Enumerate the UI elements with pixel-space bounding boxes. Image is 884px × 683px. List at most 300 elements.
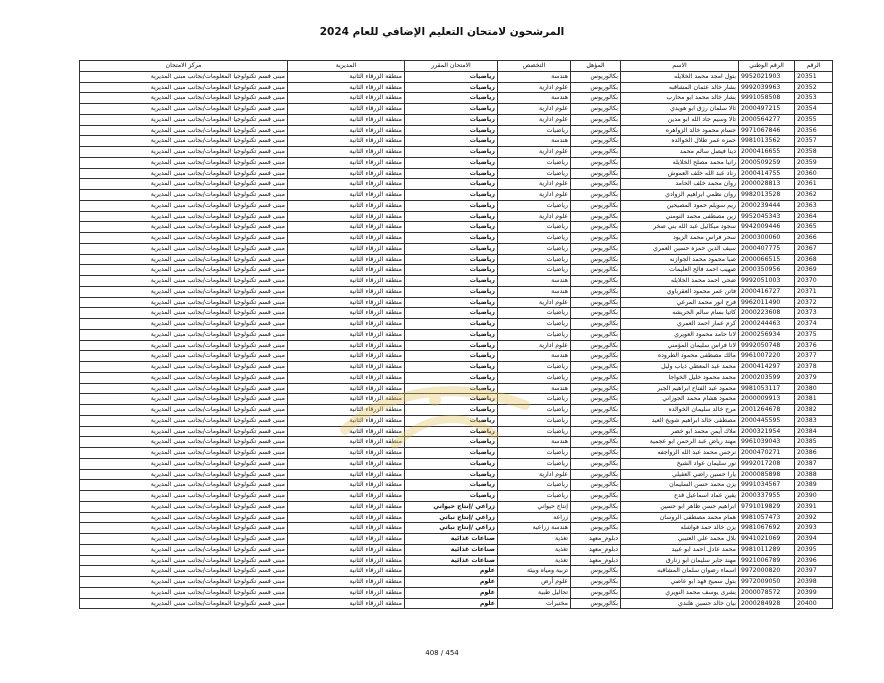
cell-name: سيف الدين حمزه حسين العمري <box>621 243 739 254</box>
cell-specialization: علوم ادارية <box>498 211 571 222</box>
cell-center: مبنى قسم تكنولوجيا المعلومات/بجانب مبنى المديرية <box>80 222 288 233</box>
table-row <box>80 82 833 93</box>
cell-name: بشرى يوسف محمد النويري <box>621 587 739 598</box>
cell-qualification: بكالوريوس <box>571 233 621 244</box>
cell-exam: رياضيات <box>405 437 498 448</box>
cell-name: بشار خالد عثمان المشاقبه <box>621 82 739 93</box>
cell-qualification: بكالوريوس <box>571 71 621 82</box>
cell-center: مبنى قسم تكنولوجيا المعلومات/بجانب مبنى المديرية <box>80 587 288 598</box>
cell-name: بشار خالد محمد ابو محارب <box>621 93 739 104</box>
table-row <box>80 491 833 502</box>
cell-exam: رياضيات <box>405 469 498 480</box>
cell-seat: 20368 <box>795 254 833 265</box>
table-row <box>80 200 833 211</box>
cell-qualification: بكالوريوس <box>571 222 621 233</box>
cell-national-id: 9992039963 <box>739 82 795 93</box>
cell-national-id: 2000085898 <box>739 469 795 480</box>
cell-name: صبا محمود محمد الجوازنه <box>621 254 739 265</box>
table-row <box>80 426 833 437</box>
cell-seat: 20389 <box>795 480 833 491</box>
cell-national-id: 2000414297 <box>739 362 795 373</box>
cell-seat: 20380 <box>795 383 833 394</box>
cell-center: مبنى قسم تكنولوجيا المعلومات/بجانب مبنى المديرية <box>80 190 288 201</box>
cell-national-id: 9991034567 <box>739 480 795 491</box>
cell-exam: رياضيات <box>405 233 498 244</box>
cell-seat: 20384 <box>795 426 833 437</box>
cell-center: مبنى قسم تكنولوجيا المعلومات/بجانب مبنى المديرية <box>80 308 288 319</box>
cell-qualification: بكالوريوس <box>571 448 621 459</box>
cell-specialization: هندسة <box>498 286 571 297</box>
cell-qualification: بكالوريوس <box>571 512 621 523</box>
table-row <box>80 243 833 254</box>
cell-specialization: رياضيات <box>498 200 571 211</box>
table-row <box>80 587 833 598</box>
table-row <box>80 555 833 566</box>
candidates-table <box>79 60 833 609</box>
cell-national-id: 2000337955 <box>739 491 795 502</box>
cell-name: محمد محمود خليل الخواجا <box>621 372 739 383</box>
cell-center: مبنى قسم تكنولوجيا المعلومات/بجانب مبنى المديرية <box>80 362 288 373</box>
cell-specialization: تربية ومياه وبيئة <box>498 566 571 577</box>
cell-name: يقين عماد اسماعيل قدح <box>621 491 739 502</box>
cell-national-id: 2000497215 <box>739 104 795 115</box>
table-row <box>80 147 833 158</box>
cell-exam: رياضيات <box>405 104 498 115</box>
cell-name: بتول امجد محمد الخلايله <box>621 71 739 82</box>
cell-directorate: منطقة الزرقاء الثانية <box>288 394 405 405</box>
cell-center: مبنى قسم تكنولوجيا المعلومات/بجانب مبنى المديرية <box>80 534 288 545</box>
cell-exam: رياضيات <box>405 340 498 351</box>
cell-exam: رياضيات <box>405 319 498 330</box>
cell-seat: 20354 <box>795 104 833 115</box>
cell-specialization: زراعة <box>498 512 571 523</box>
table-row <box>80 211 833 222</box>
cell-name: مالك مصطفى محمود الطروده <box>621 351 739 362</box>
cell-qualification: بكالوريوس <box>571 329 621 340</box>
cell-directorate: منطقة الزرقاء الثانية <box>288 308 405 319</box>
cell-directorate: منطقة الزرقاء الثانية <box>288 383 405 394</box>
cell-national-id: 9961007220 <box>739 351 795 362</box>
cell-seat: 20359 <box>795 157 833 168</box>
cell-name: يزن خالد حمد فواشله <box>621 523 739 534</box>
cell-specialization: إنتاج حيواني <box>498 501 571 512</box>
cell-seat: 20364 <box>795 211 833 222</box>
table-row <box>80 598 833 609</box>
cell-exam: علوم <box>405 598 498 609</box>
cell-national-id: 9981011289 <box>739 544 795 555</box>
cell-name: محمود عبد الفتاح ابراهيم الجبر <box>621 383 739 394</box>
cell-directorate: منطقة الزرقاء الثانية <box>288 426 405 437</box>
cell-exam: علوم <box>405 566 498 577</box>
cell-directorate: منطقة الزرقاء الثانية <box>288 147 405 158</box>
cell-center: مبنى قسم تكنولوجيا المعلومات/بجانب مبنى المديرية <box>80 383 288 394</box>
cell-national-id: 2001264678 <box>739 405 795 416</box>
cell-seat: 20366 <box>795 233 833 244</box>
cell-national-id: 9942009446 <box>739 222 795 233</box>
col-exam-header: الامتحان المقرر <box>405 61 498 72</box>
table-row <box>80 222 833 233</box>
cell-national-id: 2000203599 <box>739 372 795 383</box>
cell-seat: 20386 <box>795 448 833 459</box>
cell-name: نرجس محمد عبد الله الرواجفه <box>621 448 739 459</box>
cell-specialization: علوم ادارية <box>498 82 571 93</box>
cell-center: مبنى قسم تكنولوجيا المعلومات/بجانب مبنى المديرية <box>80 243 288 254</box>
cell-qualification: بكالوريوس <box>571 308 621 319</box>
table-row <box>80 534 833 545</box>
table-row <box>80 458 833 469</box>
cell-specialization: تحاليل طبية <box>498 587 571 598</box>
cell-seat: 20376 <box>795 340 833 351</box>
cell-name: مرح خالد سليمان الخوالده <box>621 405 739 416</box>
cell-directorate: منطقة الزرقاء الثانية <box>288 82 405 93</box>
cell-exam: رياضيات <box>405 93 498 104</box>
col-specialization-header: التخصص <box>498 61 571 72</box>
cell-center: مبنى قسم تكنولوجيا المعلومات/بجانب مبنى المديرية <box>80 448 288 459</box>
cell-exam: رياضيات <box>405 136 498 147</box>
cell-center: مبنى قسم تكنولوجيا المعلومات/بجانب مبنى المديرية <box>80 394 288 405</box>
cell-national-id: 9971067846 <box>739 125 795 136</box>
cell-specialization: تغذية <box>498 555 571 566</box>
cell-specialization: رياضيات <box>498 319 571 330</box>
cell-directorate: منطقة الزرقاء الثانية <box>288 168 405 179</box>
cell-exam: رياضيات <box>405 351 498 362</box>
table-row <box>80 512 833 523</box>
cell-name: يارا حسين راضي العقيلي <box>621 469 739 480</box>
cell-qualification: بكالوريوس <box>571 157 621 168</box>
cell-name: روان محمد خلف الحامد <box>621 179 739 190</box>
table-row <box>80 577 833 588</box>
cell-national-id: 9962011490 <box>739 297 795 308</box>
table-row <box>80 480 833 491</box>
cell-qualification: بكالوريوس <box>571 501 621 512</box>
cell-exam: رياضيات <box>405 372 498 383</box>
cell-name: فرح انور محمد المرعي <box>621 297 739 308</box>
cell-national-id: 2000321954 <box>739 426 795 437</box>
cell-national-id: 9952045343 <box>739 211 795 222</box>
cell-center: مبنى قسم تكنولوجيا المعلومات/بجانب مبنى المديرية <box>80 93 288 104</box>
cell-name: تالا سلمان رزق ابو هويدي <box>621 104 739 115</box>
cell-center: مبنى قسم تكنولوجيا المعلومات/بجانب مبنى المديرية <box>80 147 288 158</box>
cell-center: مبنى قسم تكنولوجيا المعلومات/بجانب مبنى المديرية <box>80 351 288 362</box>
cell-center: مبنى قسم تكنولوجيا المعلومات/بجانب مبنى المديرية <box>80 233 288 244</box>
cell-qualification: دبلوم_معهد <box>571 534 621 545</box>
cell-specialization: هندسة <box>498 93 571 104</box>
cell-seat: 20356 <box>795 125 833 136</box>
cell-specialization: تغذية <box>498 534 571 545</box>
cell-seat: 20362 <box>795 190 833 201</box>
cell-exam: رياضيات <box>405 157 498 168</box>
table-row <box>80 136 833 147</box>
cell-qualification: بكالوريوس <box>571 200 621 211</box>
cell-qualification: بكالوريوس <box>571 82 621 93</box>
cell-name: رناد عبد الله خلف العموش <box>621 168 739 179</box>
cell-exam: رياضيات <box>405 71 498 82</box>
cell-qualification: بكالوريوس <box>571 168 621 179</box>
cell-national-id: 9791019829 <box>739 501 795 512</box>
cell-center: مبنى قسم تكنولوجيا المعلومات/بجانب مبنى المديرية <box>80 566 288 577</box>
cell-national-id: 2000078572 <box>739 587 795 598</box>
cell-exam: رياضيات <box>405 190 498 201</box>
cell-qualification: بكالوريوس <box>571 319 621 330</box>
table-row <box>80 104 833 115</box>
cell-qualification: بكالوريوس <box>571 383 621 394</box>
table-row <box>80 372 833 383</box>
cell-exam: زراعي /إنتاج حيواني <box>405 501 498 512</box>
cell-national-id: 9992050748 <box>739 340 795 351</box>
cell-name: بتول سميح فهد ابو عاصي <box>621 577 739 588</box>
cell-exam: رياضيات <box>405 383 498 394</box>
cell-seat: 20383 <box>795 415 833 426</box>
cell-seat: 20351 <box>795 71 833 82</box>
table-row <box>80 308 833 319</box>
cell-exam: رياضيات <box>405 394 498 405</box>
cell-name: زين مصطفى محمد النومني <box>621 211 739 222</box>
cell-center: مبنى قسم تكنولوجيا المعلومات/بجانب مبنى المديرية <box>80 200 288 211</box>
cell-qualification: بكالوريوس <box>571 351 621 362</box>
cell-seat: 20365 <box>795 222 833 233</box>
cell-seat: 20372 <box>795 297 833 308</box>
cell-name: حسام محمود خالد الزواهره <box>621 125 739 136</box>
cell-specialization: مختبرات <box>498 598 571 609</box>
cell-specialization: هندسة <box>498 351 571 362</box>
cell-exam: صناعات غذائية <box>405 534 498 545</box>
cell-specialization: رياضيات <box>498 362 571 373</box>
cell-name: روان نظمي ابراهيم الزوادي <box>621 190 739 201</box>
cell-exam: رياضيات <box>405 243 498 254</box>
cell-national-id: 2000028813 <box>739 179 795 190</box>
cell-center: مبنى قسم تكنولوجيا المعلومات/بجانب مبنى المديرية <box>80 480 288 491</box>
cell-directorate: منطقة الزرقاء الثانية <box>288 93 405 104</box>
cell-directorate: منطقة الزرقاء الثانية <box>288 598 405 609</box>
cell-exam: رياضيات <box>405 168 498 179</box>
cell-specialization: علوم ادارية <box>498 297 571 308</box>
cell-directorate: منطقة الزرقاء الثانية <box>288 415 405 426</box>
cell-national-id: 2000416655 <box>739 147 795 158</box>
table-row <box>80 114 833 125</box>
cell-directorate: منطقة الزرقاء الثانية <box>288 114 405 125</box>
cell-directorate: منطقة الزرقاء الثانية <box>288 265 405 276</box>
cell-seat: 20353 <box>795 93 833 104</box>
cell-qualification: بكالوريوس <box>571 372 621 383</box>
cell-qualification: دبلوم_معهد <box>571 555 621 566</box>
cell-center: مبنى قسم تكنولوجيا المعلومات/بجانب مبنى المديرية <box>80 458 288 469</box>
cell-specialization: علوم ادارية <box>498 114 571 125</box>
cell-name: محمد عبد المعطي ذياب وليل <box>621 362 739 373</box>
cell-national-id: 9941021069 <box>739 534 795 545</box>
cell-center: مبنى قسم تكنولوجيا المعلومات/بجانب مبنى المديرية <box>80 544 288 555</box>
cell-exam: رياضيات <box>405 286 498 297</box>
cell-center: مبنى قسم تكنولوجيا المعلومات/بجانب مبنى المديرية <box>80 319 288 330</box>
cell-seat: 20367 <box>795 243 833 254</box>
table-row <box>80 179 833 190</box>
cell-seat: 20379 <box>795 372 833 383</box>
cell-name: اسماء رضوان سلمان المشاقبه <box>621 566 739 577</box>
cell-specialization: رياضيات <box>498 394 571 405</box>
table-row <box>80 394 833 405</box>
cell-seat: 20391 <box>795 501 833 512</box>
cell-specialization: علوم ادارية <box>498 190 571 201</box>
cell-center: مبنى قسم تكنولوجيا المعلومات/بجانب مبنى المديرية <box>80 179 288 190</box>
cell-center: مبنى قسم تكنولوجيا المعلومات/بجانب مبنى المديرية <box>80 555 288 566</box>
cell-name: همام محمد مصطفى الروسان <box>621 512 739 523</box>
cell-center: مبنى قسم تكنولوجيا المعلومات/بجانب مبنى المديرية <box>80 329 288 340</box>
table-row <box>80 362 833 373</box>
cell-specialization: هندسة <box>498 71 571 82</box>
cell-directorate: منطقة الزرقاء الثانية <box>288 577 405 588</box>
cell-directorate: منطقة الزرقاء الثانية <box>288 104 405 115</box>
col-national-id-header: الرقم الوطني <box>739 61 795 72</box>
cell-seat: 20352 <box>795 82 833 93</box>
cell-name: صهيب احمد فالح العليمات <box>621 265 739 276</box>
cell-center: مبنى قسم تكنولوجيا المعلومات/بجانب مبنى المديرية <box>80 211 288 222</box>
cell-directorate: منطقة الزرقاء الثانية <box>288 222 405 233</box>
cell-directorate: منطقة الزرقاء الثانية <box>288 190 405 201</box>
cell-specialization: علوم أرض <box>498 577 571 588</box>
cell-specialization: هندسة <box>498 136 571 147</box>
cell-exam: رياضيات <box>405 426 498 437</box>
cell-specialization: رياضيات <box>498 222 571 233</box>
cell-national-id: 2000300060 <box>739 233 795 244</box>
cell-center: مبنى قسم تكنولوجيا المعلومات/بجانب مبنى المديرية <box>80 254 288 265</box>
cell-name: ريم سويلم حمود المصيحين <box>621 200 739 211</box>
cell-directorate: منطقة الزرقاء الثانية <box>288 555 405 566</box>
cell-exam: رياضيات <box>405 200 498 211</box>
table-row <box>80 276 833 287</box>
page-title: المرشحون لامتحان التعليم الإضافي للعام 2024 <box>319 26 565 38</box>
cell-directorate: منطقة الزرقاء الثانية <box>288 125 405 136</box>
cell-specialization: رياضيات <box>498 372 571 383</box>
cell-center: مبنى قسم تكنولوجيا المعلومات/بجانب مبنى المديرية <box>80 469 288 480</box>
cell-center: مبنى قسم تكنولوجيا المعلومات/بجانب مبنى المديرية <box>80 501 288 512</box>
cell-center: مبنى قسم تكنولوجيا المعلومات/بجانب مبنى المديرية <box>80 136 288 147</box>
cell-directorate: منطقة الزرقاء الثانية <box>288 512 405 523</box>
table-row <box>80 383 833 394</box>
cell-exam: رياضيات <box>405 329 498 340</box>
cell-qualification: بكالوريوس <box>571 426 621 437</box>
table-row <box>80 566 833 577</box>
cell-center: مبنى قسم تكنولوجيا المعلومات/بجانب مبنى المديرية <box>80 157 288 168</box>
cell-specialization: هندسة <box>498 437 571 448</box>
cell-qualification: بكالوريوس <box>571 394 621 405</box>
cell-center: مبنى قسم تكنولوجيا المعلومات/بجانب مبنى المديرية <box>80 276 288 287</box>
cell-specialization: رياضيات <box>498 329 571 340</box>
table-row <box>80 437 833 448</box>
cell-name: سحر فراس محمد الزيود <box>621 233 739 244</box>
cell-directorate: منطقة الزرقاء الثانية <box>288 448 405 459</box>
cell-center: مبنى قسم تكنولوجيا المعلومات/بجانب مبنى المديرية <box>80 297 288 308</box>
cell-specialization: رياضيات <box>498 458 571 469</box>
cell-directorate: منطقة الزرقاء الثانية <box>288 362 405 373</box>
cell-qualification: بكالوريوس <box>571 362 621 373</box>
cell-specialization: علوم ادارية <box>498 147 571 158</box>
cell-exam: زراعي /إنتاج نباتي <box>405 523 498 534</box>
cell-name: مصطفى خالد ابراهيم شويخ العيد <box>621 415 739 426</box>
cell-directorate: منطقة الزرقاء الثانية <box>288 286 405 297</box>
cell-specialization: علوم ادارية <box>498 340 571 351</box>
cell-seat: 20393 <box>795 523 833 534</box>
cell-seat: 20375 <box>795 329 833 340</box>
cell-specialization: رياضيات <box>498 480 571 491</box>
cell-directorate: منطقة الزرقاء الثانية <box>288 340 405 351</box>
cell-national-id: 2000239444 <box>739 200 795 211</box>
cell-national-id: 2000244463 <box>739 319 795 330</box>
cell-qualification: بكالوريوس <box>571 276 621 287</box>
cell-center: مبنى قسم تكنولوجيا المعلومات/بجانب مبنى المديرية <box>80 577 288 588</box>
cell-qualification: بكالوريوس <box>571 405 621 416</box>
cell-directorate: منطقة الزرقاء الثانية <box>288 566 405 577</box>
cell-national-id: 2000470271 <box>739 448 795 459</box>
col-center-header: مركز الامتحان <box>80 61 288 72</box>
cell-seat: 20385 <box>795 437 833 448</box>
cell-directorate: منطقة الزرقاء الثانية <box>288 179 405 190</box>
cell-directorate: منطقة الزرقاء الثانية <box>288 351 405 362</box>
cell-center: مبنى قسم تكنولوجيا المعلومات/بجانب مبنى المديرية <box>80 523 288 534</box>
cell-qualification: بكالوريوس <box>571 469 621 480</box>
cell-exam: رياضيات <box>405 179 498 190</box>
col-name-header: الاسم <box>621 61 739 72</box>
cell-national-id: 2000009913 <box>739 394 795 405</box>
cell-seat: 20396 <box>795 555 833 566</box>
cell-name: حمزه عمر طلال الخوالده <box>621 136 739 147</box>
cell-seat: 20371 <box>795 286 833 297</box>
cell-national-id: 9972000820 <box>739 566 795 577</box>
table-row <box>80 544 833 555</box>
cell-name: كاتيا بسام سالم الحريشه <box>621 308 739 319</box>
cell-directorate: منطقة الزرقاء الثانية <box>288 319 405 330</box>
cell-exam: رياضيات <box>405 211 498 222</box>
cell-directorate: منطقة الزرقاء الثانية <box>288 469 405 480</box>
cell-qualification: بكالوريوس <box>571 114 621 125</box>
cell-national-id: 9981067692 <box>739 523 795 534</box>
cell-national-id: 2000416727 <box>739 286 795 297</box>
cell-name: مهند جابر سليمان ابو زنارق <box>621 555 739 566</box>
cell-directorate: منطقة الزرقاء الثانية <box>288 243 405 254</box>
cell-center: مبنى قسم تكنولوجيا المعلومات/بجانب مبنى المديرية <box>80 405 288 416</box>
table-row <box>80 286 833 297</box>
cell-seat: 20378 <box>795 362 833 373</box>
cell-exam: زراعي /إنتاج نباتي <box>405 512 498 523</box>
cell-seat: 20377 <box>795 351 833 362</box>
cell-name: لانا حامد محمود العويري <box>621 329 739 340</box>
cell-directorate: منطقة الزرقاء الثانية <box>288 297 405 308</box>
cell-exam: رياضيات <box>405 125 498 136</box>
cell-center: مبنى قسم تكنولوجيا المعلومات/بجانب مبنى المديرية <box>80 598 288 609</box>
cell-specialization: رياضيات <box>498 415 571 426</box>
cell-center: مبنى قسم تكنولوجيا المعلومات/بجانب مبنى المديرية <box>80 71 288 82</box>
cell-directorate: منطقة الزرقاء الثانية <box>288 157 405 168</box>
cell-specialization: رياضيات <box>498 243 571 254</box>
cell-qualification: بكالوريوس <box>571 243 621 254</box>
cell-name: مهند رياض عبد الرحمن ابو عجمية <box>621 437 739 448</box>
cell-specialization: رياضيات <box>498 157 571 168</box>
cell-qualification: بكالوريوس <box>571 491 621 502</box>
cell-seat: 20397 <box>795 566 833 577</box>
cell-center: مبنى قسم تكنولوجيا المعلومات/بجانب مبنى المديرية <box>80 437 288 448</box>
cell-seat: 20361 <box>795 179 833 190</box>
table-row <box>80 297 833 308</box>
cell-directorate: منطقة الزرقاء الثانية <box>288 437 405 448</box>
table-body <box>80 71 833 609</box>
table-row <box>80 93 833 104</box>
cell-seat: 20374 <box>795 319 833 330</box>
cell-national-id: 2000284928 <box>739 598 795 609</box>
table-row <box>80 157 833 168</box>
cell-name: يزن محمد حسن السليمان <box>621 480 739 491</box>
cell-qualification: بكالوريوس <box>571 598 621 609</box>
page-number: 408 / 454 <box>425 649 459 657</box>
cell-seat: 20390 <box>795 491 833 502</box>
cell-qualification: بكالوريوس <box>571 147 621 158</box>
